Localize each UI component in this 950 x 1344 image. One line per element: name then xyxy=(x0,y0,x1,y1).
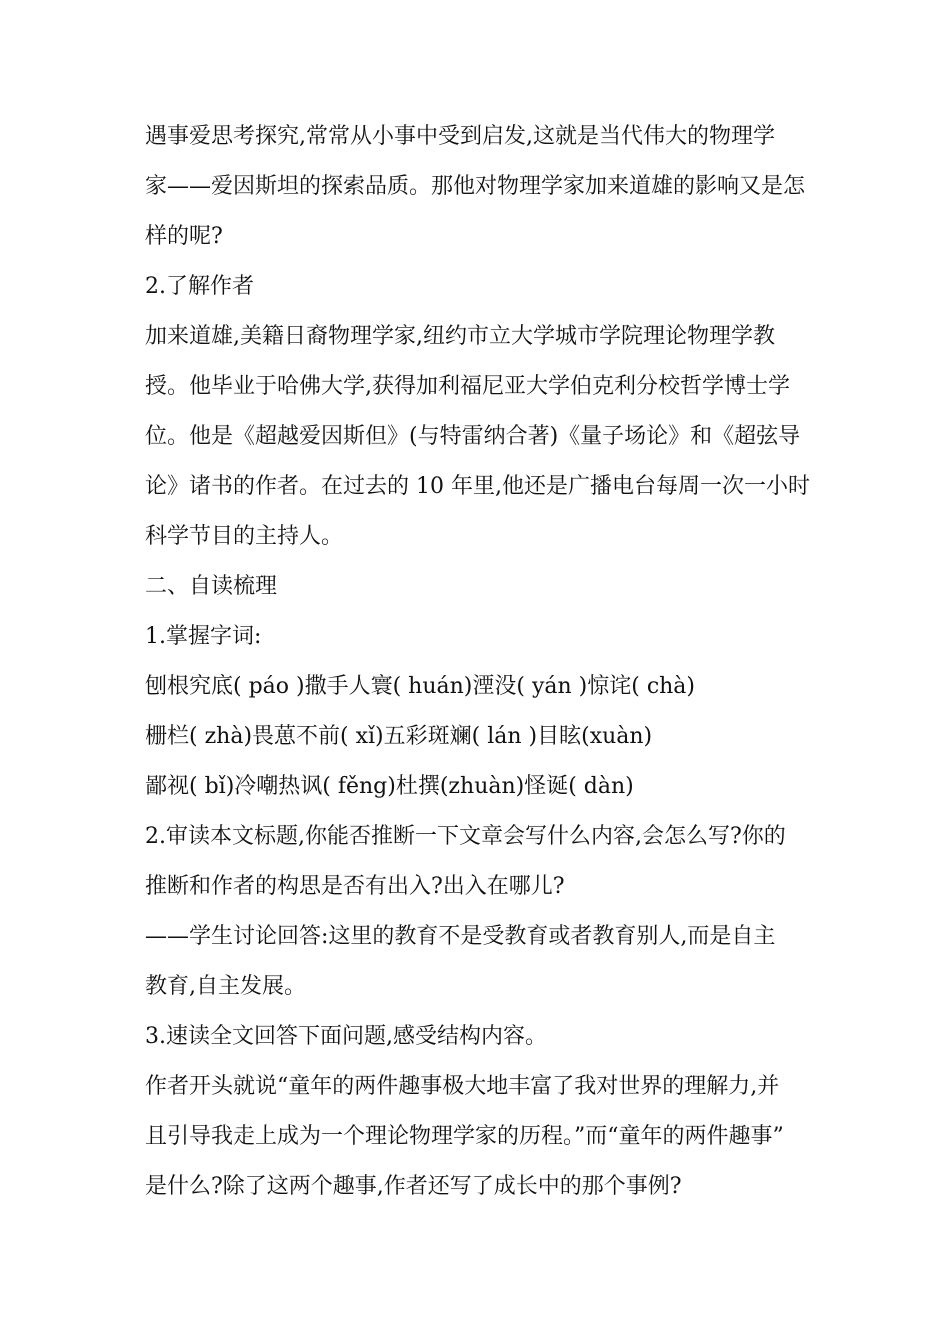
text-line: 家——爱因斯坦的探索品质。那他对物理学家加来道雄的影响又是怎 xyxy=(145,174,806,199)
question-line: 3.速读全文回答下面问题,感受结构内容。 xyxy=(145,1024,547,1049)
text-line: 且引导我走上成为一个理论物理学家的历程。”而“童年的两件趣事” xyxy=(145,1124,784,1149)
text-line: 是什么?除了这两个趣事,作者还写了成长中的那个事例? xyxy=(145,1174,682,1199)
text-line: 样的呢? xyxy=(145,224,223,249)
subheading-vocabulary: 1.掌握字词: xyxy=(145,624,262,649)
text-line: 授。他毕业于哈佛大学,获得加利福尼亚大学伯克利分校哲学博士学 xyxy=(145,374,790,399)
vocabulary-line: 刨根究底( páo )撒手人寰( huán)湮没( yán )惊诧( chà) xyxy=(145,674,696,699)
text-line: 科学节目的主持人。 xyxy=(145,524,344,549)
text-line: 遇事爱思考探究,常常从小事中受到启发,这就是当代伟大的物理学 xyxy=(145,124,775,149)
answer-line: ——学生讨论回答:这里的教育不是受教育或者教育别人,而是自主 xyxy=(145,924,776,949)
section-heading-author: 2.了解作者 xyxy=(145,274,254,299)
text-line: 加来道雄,美籍日裔物理学家,纽约市立大学城市学院理论物理学教 xyxy=(145,324,775,349)
answer-line: 教育,自主发展。 xyxy=(145,974,306,999)
vocabulary-line: 栅栏( zhà)畏葸不前( xǐ)五彩斑斓( lán )目眩(xuàn) xyxy=(145,724,653,749)
text-line: 作者开头就说“童年的两件趣事极大地丰富了我对世界的理解力,并 xyxy=(145,1074,780,1099)
vocabulary-line: 鄙视( bǐ)冷嘲热讽( fěng)杜撰(zhuàn)怪诞( dàn) xyxy=(145,774,634,799)
document-body xyxy=(145,112,810,1212)
text-line: 论》诸书的作者。在过去的 10 年里,他还是广播电台每周一次一小时 xyxy=(145,474,810,499)
section-heading-self-reading: 二、自读梳理 xyxy=(145,574,278,599)
question-line: 推断和作者的构思是否有出入?出入在哪儿? xyxy=(145,874,565,899)
question-line: 2.审读本文标题,你能否推断一下文章会写什么内容,会怎么写?你的 xyxy=(145,824,786,849)
text-line: 位。他是《超越爱因斯但》(与特雷纳合著)《量子场论》和《超弦导 xyxy=(145,424,801,449)
